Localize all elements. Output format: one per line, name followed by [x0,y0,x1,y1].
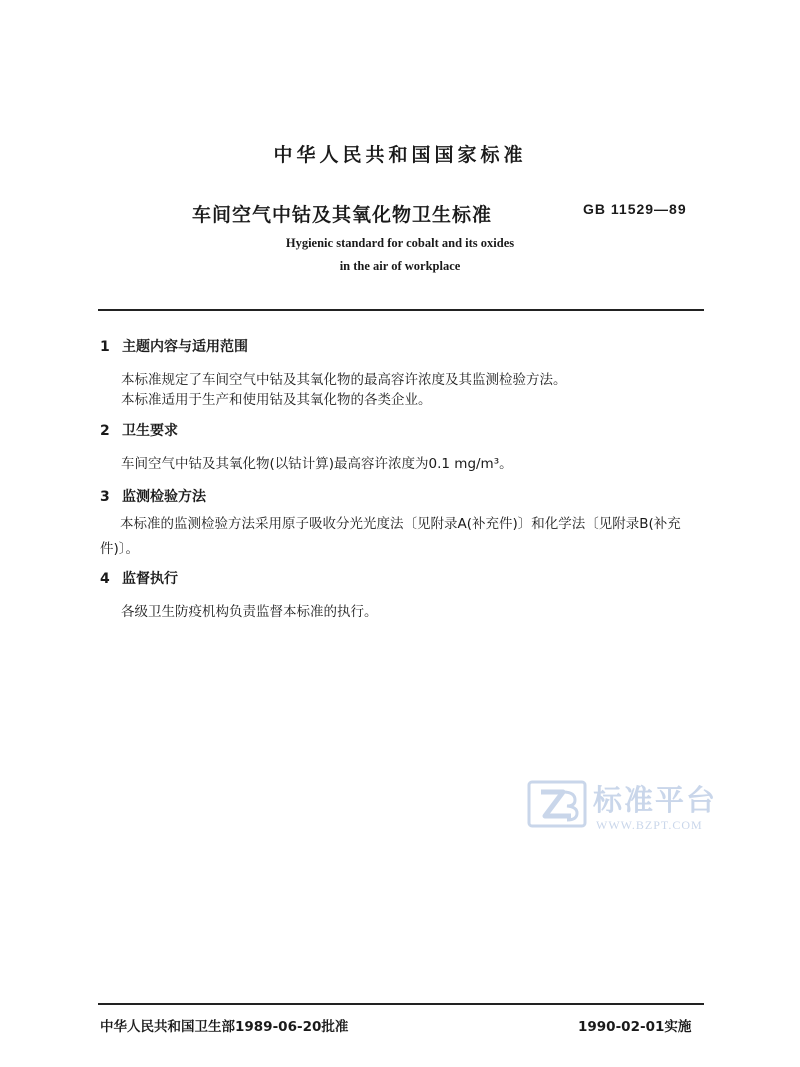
paragraph: 各级卫生防疫机构负责监督本标准的执行。 [121,604,378,620]
section-title: 主题内容与适用范围 [122,339,248,355]
paragraph: 车间空气中钴及其氧化物(以钴计算)最高容许浓度为0.1 mg/m³。 [121,456,513,472]
document-title: 车间空气中钴及其氧化物卫生标准 [192,204,493,226]
section-number: 4 [100,571,110,587]
section-heading-1 [100,336,248,356]
paragraph: 本标准适用于生产和使用钴及其氧化物的各类企业。 [121,392,432,408]
section-heading-3 [100,486,206,506]
watermark-url: WWW.BZPT.COM [596,818,703,832]
watermark-text: 标准平台 [593,783,718,817]
section-heading-2 [100,420,178,440]
section-title: 卫生要求 [122,423,178,439]
section-number: 1 [100,339,110,355]
section-title: 监督执行 [122,571,178,587]
paragraph: 本标准规定了车间空气中钴及其氧化物的最高容许浓度及其监测检验方法。 [121,372,567,388]
standard-number: GB 11529—89 [583,201,687,217]
paragraph: 本标准的监测检验方法采用原子吸收分光光度法〔见附录A(补充件)〕和化学法〔见附录B(补充件)〕。 [100,516,681,557]
english-title-line-1: Hygienic standard for cobalt and its oxides [285,236,515,250]
english-title-line-2: in the air of workplace [339,259,461,273]
section-number: 2 [100,423,110,439]
footer-divider [98,1003,704,1005]
bz-logo-icon [527,780,587,828]
implementation-date: 1990-02-01实施 [578,1019,692,1035]
section-number: 3 [100,489,110,505]
header-divider [98,309,704,311]
section-title: 监测检验方法 [122,489,206,505]
approval-line: 中华人民共和国卫生部1989-06-20批准 [100,1019,349,1035]
national-standard-heading: 中华人民共和国国家标准 [273,144,527,166]
section-heading-4 [100,568,178,588]
